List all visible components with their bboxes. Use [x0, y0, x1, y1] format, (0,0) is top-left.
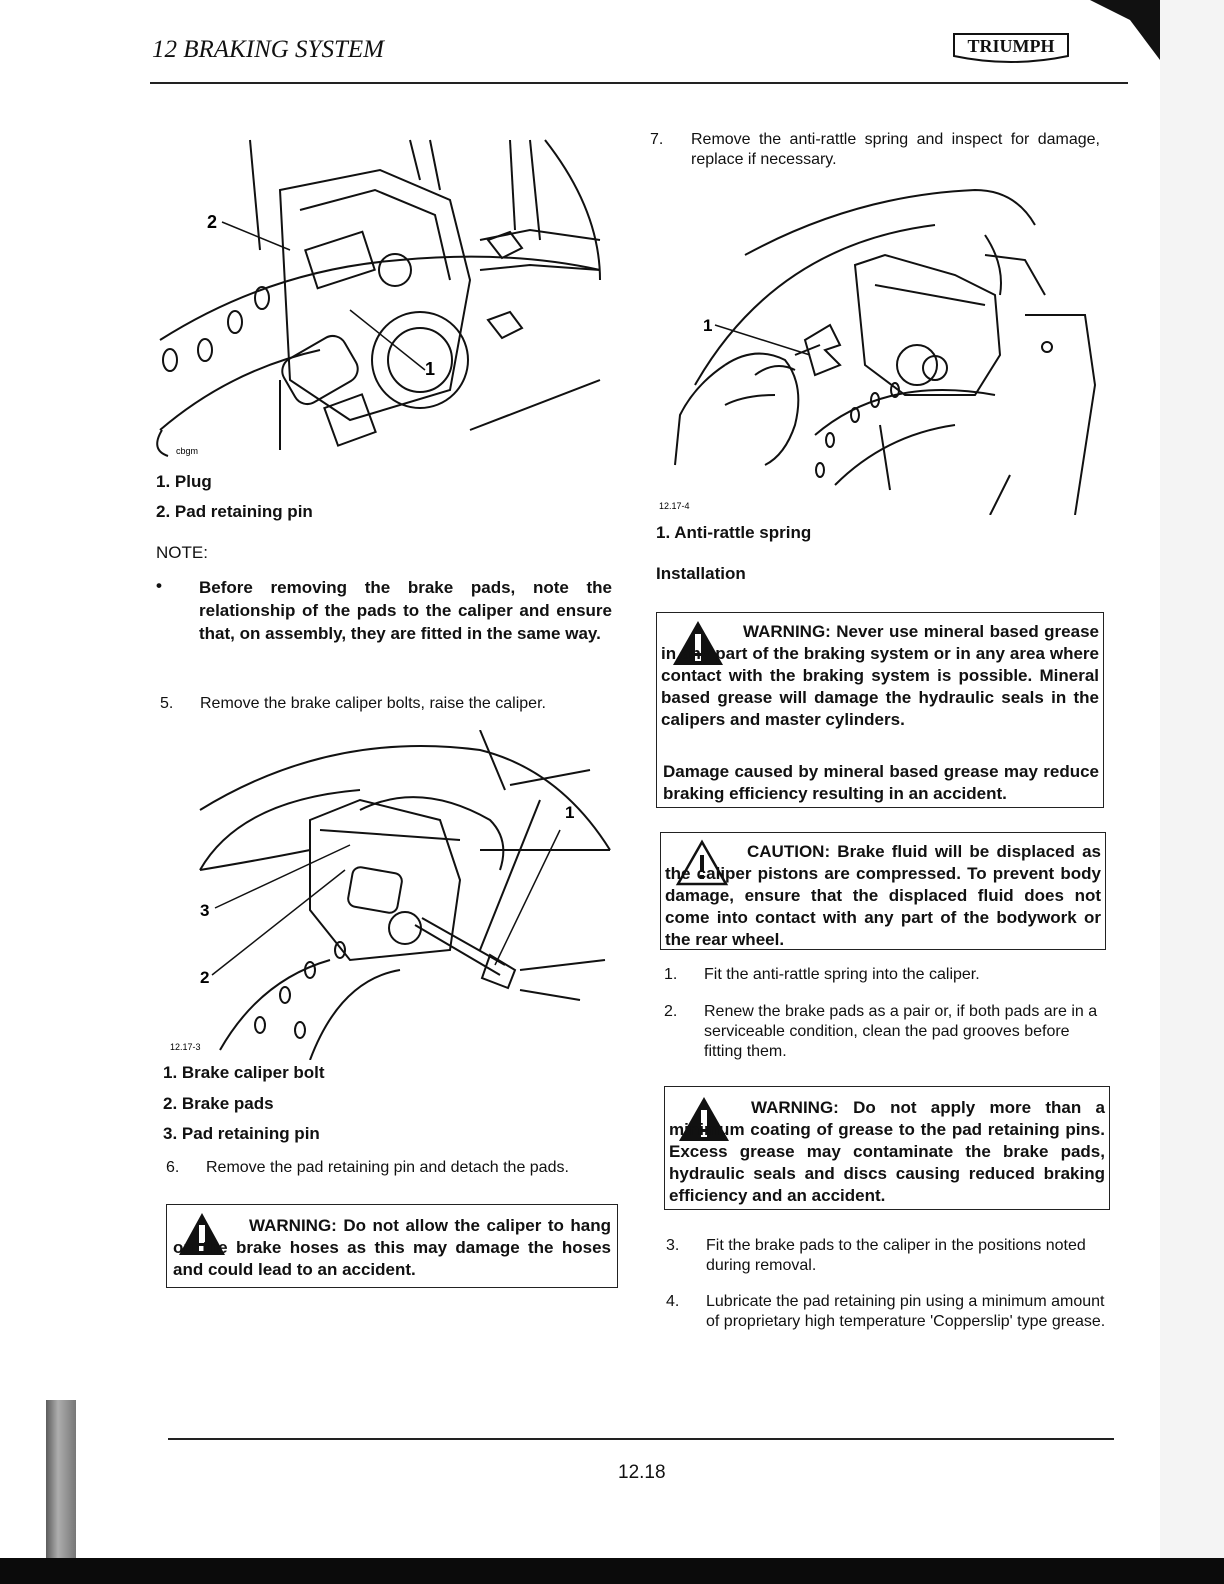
install-step-3-text: Fit the brake pads to the caliper in the positions noted during removal. [706, 1237, 1086, 1274]
step-7 [650, 130, 1100, 174]
install-step-3 [666, 1236, 1116, 1280]
header-rule [150, 82, 1128, 84]
install-step-2-number: 2. [664, 1003, 678, 1020]
triumph-logo [950, 28, 1072, 68]
step-6-number: 6. [166, 1159, 180, 1176]
warning-box-mineral-grease [656, 612, 1104, 808]
fig3-callout-1: 1 [565, 803, 575, 822]
install-step-4 [666, 1292, 1116, 1356]
figure-caliper-plug [150, 130, 620, 460]
fig3-callout-3: 3 [200, 901, 210, 920]
caution-box-brake-fluid [660, 832, 1106, 950]
install-step-2 [664, 1002, 1114, 1066]
install-step-4-text: Lubricate the pad retaining pin using a minimum amount of proprietary high temperature 'Copperslip' type grease. [706, 1293, 1106, 1330]
warning-1-text: WARNING: Never use mineral based grease in any part of the braking system or in any area where contact with the braking system is possible. Mineral based grease will damage the hydraulic seals in the calipers and master cylinders. [661, 622, 1099, 729]
fig1-caption-1: 1. Plug [156, 472, 212, 491]
step-5-number: 5. [160, 695, 174, 712]
install-step-1-text: Fit the anti-rattle spring into the caliper. [704, 966, 980, 983]
note-text: Before removing the brake pads, note the relationship of the pads to the caliper and ensure that, on assembly, they are fitted in the same way. [199, 578, 612, 643]
note-label: NOTE: [156, 543, 208, 562]
page-corner-fold [1090, 0, 1160, 60]
caution-text: CAUTION: Brake fluid will be displaced as the caliper pistons are compressed. To prevent body damage, ensure that the displaced fluid does not come into contact with any part of the bodywork or the rear wheel. [665, 842, 1101, 949]
install-step-1 [664, 965, 1114, 989]
step-5 [160, 694, 620, 718]
warning-text: WARNING: Do not allow the caliper to hang on the brake hoses as this may damage the hoses and could lead to an accident. [173, 1216, 611, 1279]
logo-text: TRIUMPH [967, 36, 1055, 56]
figure-anti-rattle-spring [655, 185, 1100, 515]
fig2-callout-1: 1 [703, 316, 713, 335]
step-6 [166, 1158, 626, 1182]
page-margin-right [1160, 0, 1224, 1584]
step-7-number: 7. [650, 131, 664, 148]
fig1-code: cbgm [176, 446, 199, 456]
fig3-caption-2: 2. Brake pads [163, 1094, 274, 1113]
scan-bottom-edge [0, 1558, 1224, 1584]
fig2-code: 12.17-4 [659, 501, 690, 511]
fig1-caption-2: 2. Pad retaining pin [156, 502, 313, 521]
warning-box-caliper-hang [166, 1204, 618, 1288]
binding-edge [46, 1400, 76, 1560]
fig3-callout-2: 2 [200, 968, 210, 987]
fig1-callout-1: 1 [425, 359, 436, 379]
figure-caliper-bolt [160, 730, 620, 1060]
install-step-2-text: Renew the brake pads as a pair or, if both pads are in a serviceable condition, clean the pad grooves before fitting them. [704, 1003, 1098, 1060]
fig2-caption: 1. Anti-rattle spring [656, 523, 812, 542]
fig3-caption-3: 3. Pad retaining pin [163, 1124, 320, 1143]
fig3-caption-1: 1. Brake caliper bolt [163, 1063, 325, 1082]
step-7-text: Remove the anti-rattle spring and inspect for damage, replace if necessary. [691, 131, 1100, 168]
page-number: 12.18 [618, 1462, 666, 1483]
install-step-3-number: 3. [666, 1237, 680, 1254]
note-bullet: • [156, 576, 162, 595]
fig3-code: 12.17-3 [170, 1042, 201, 1052]
warning-1-text-2: Damage caused by mineral based grease may reduce braking efficiency resulting in an accident. [663, 762, 1099, 803]
installation-heading: Installation [656, 564, 746, 583]
install-step-1-number: 1. [664, 966, 678, 983]
warning-2-text: WARNING: Do not apply more than a minimum coating of grease to the pad retaining pins. Excess grease may contaminate the brake pads, hydraulic seals and discs causing reduced braking efficiency and an accident. [669, 1098, 1105, 1205]
install-step-4-number: 4. [666, 1293, 680, 1310]
step-5-text: Remove the brake caliper bolts, raise the caliper. [200, 695, 546, 712]
fig1-callout-2: 2 [207, 212, 218, 232]
section-title: 12 BRAKING SYSTEM [152, 36, 384, 63]
step-6-text: Remove the pad retaining pin and detach the pads. [206, 1159, 569, 1176]
warning-box-grease-amount [664, 1086, 1110, 1210]
footer-rule [168, 1438, 1114, 1440]
